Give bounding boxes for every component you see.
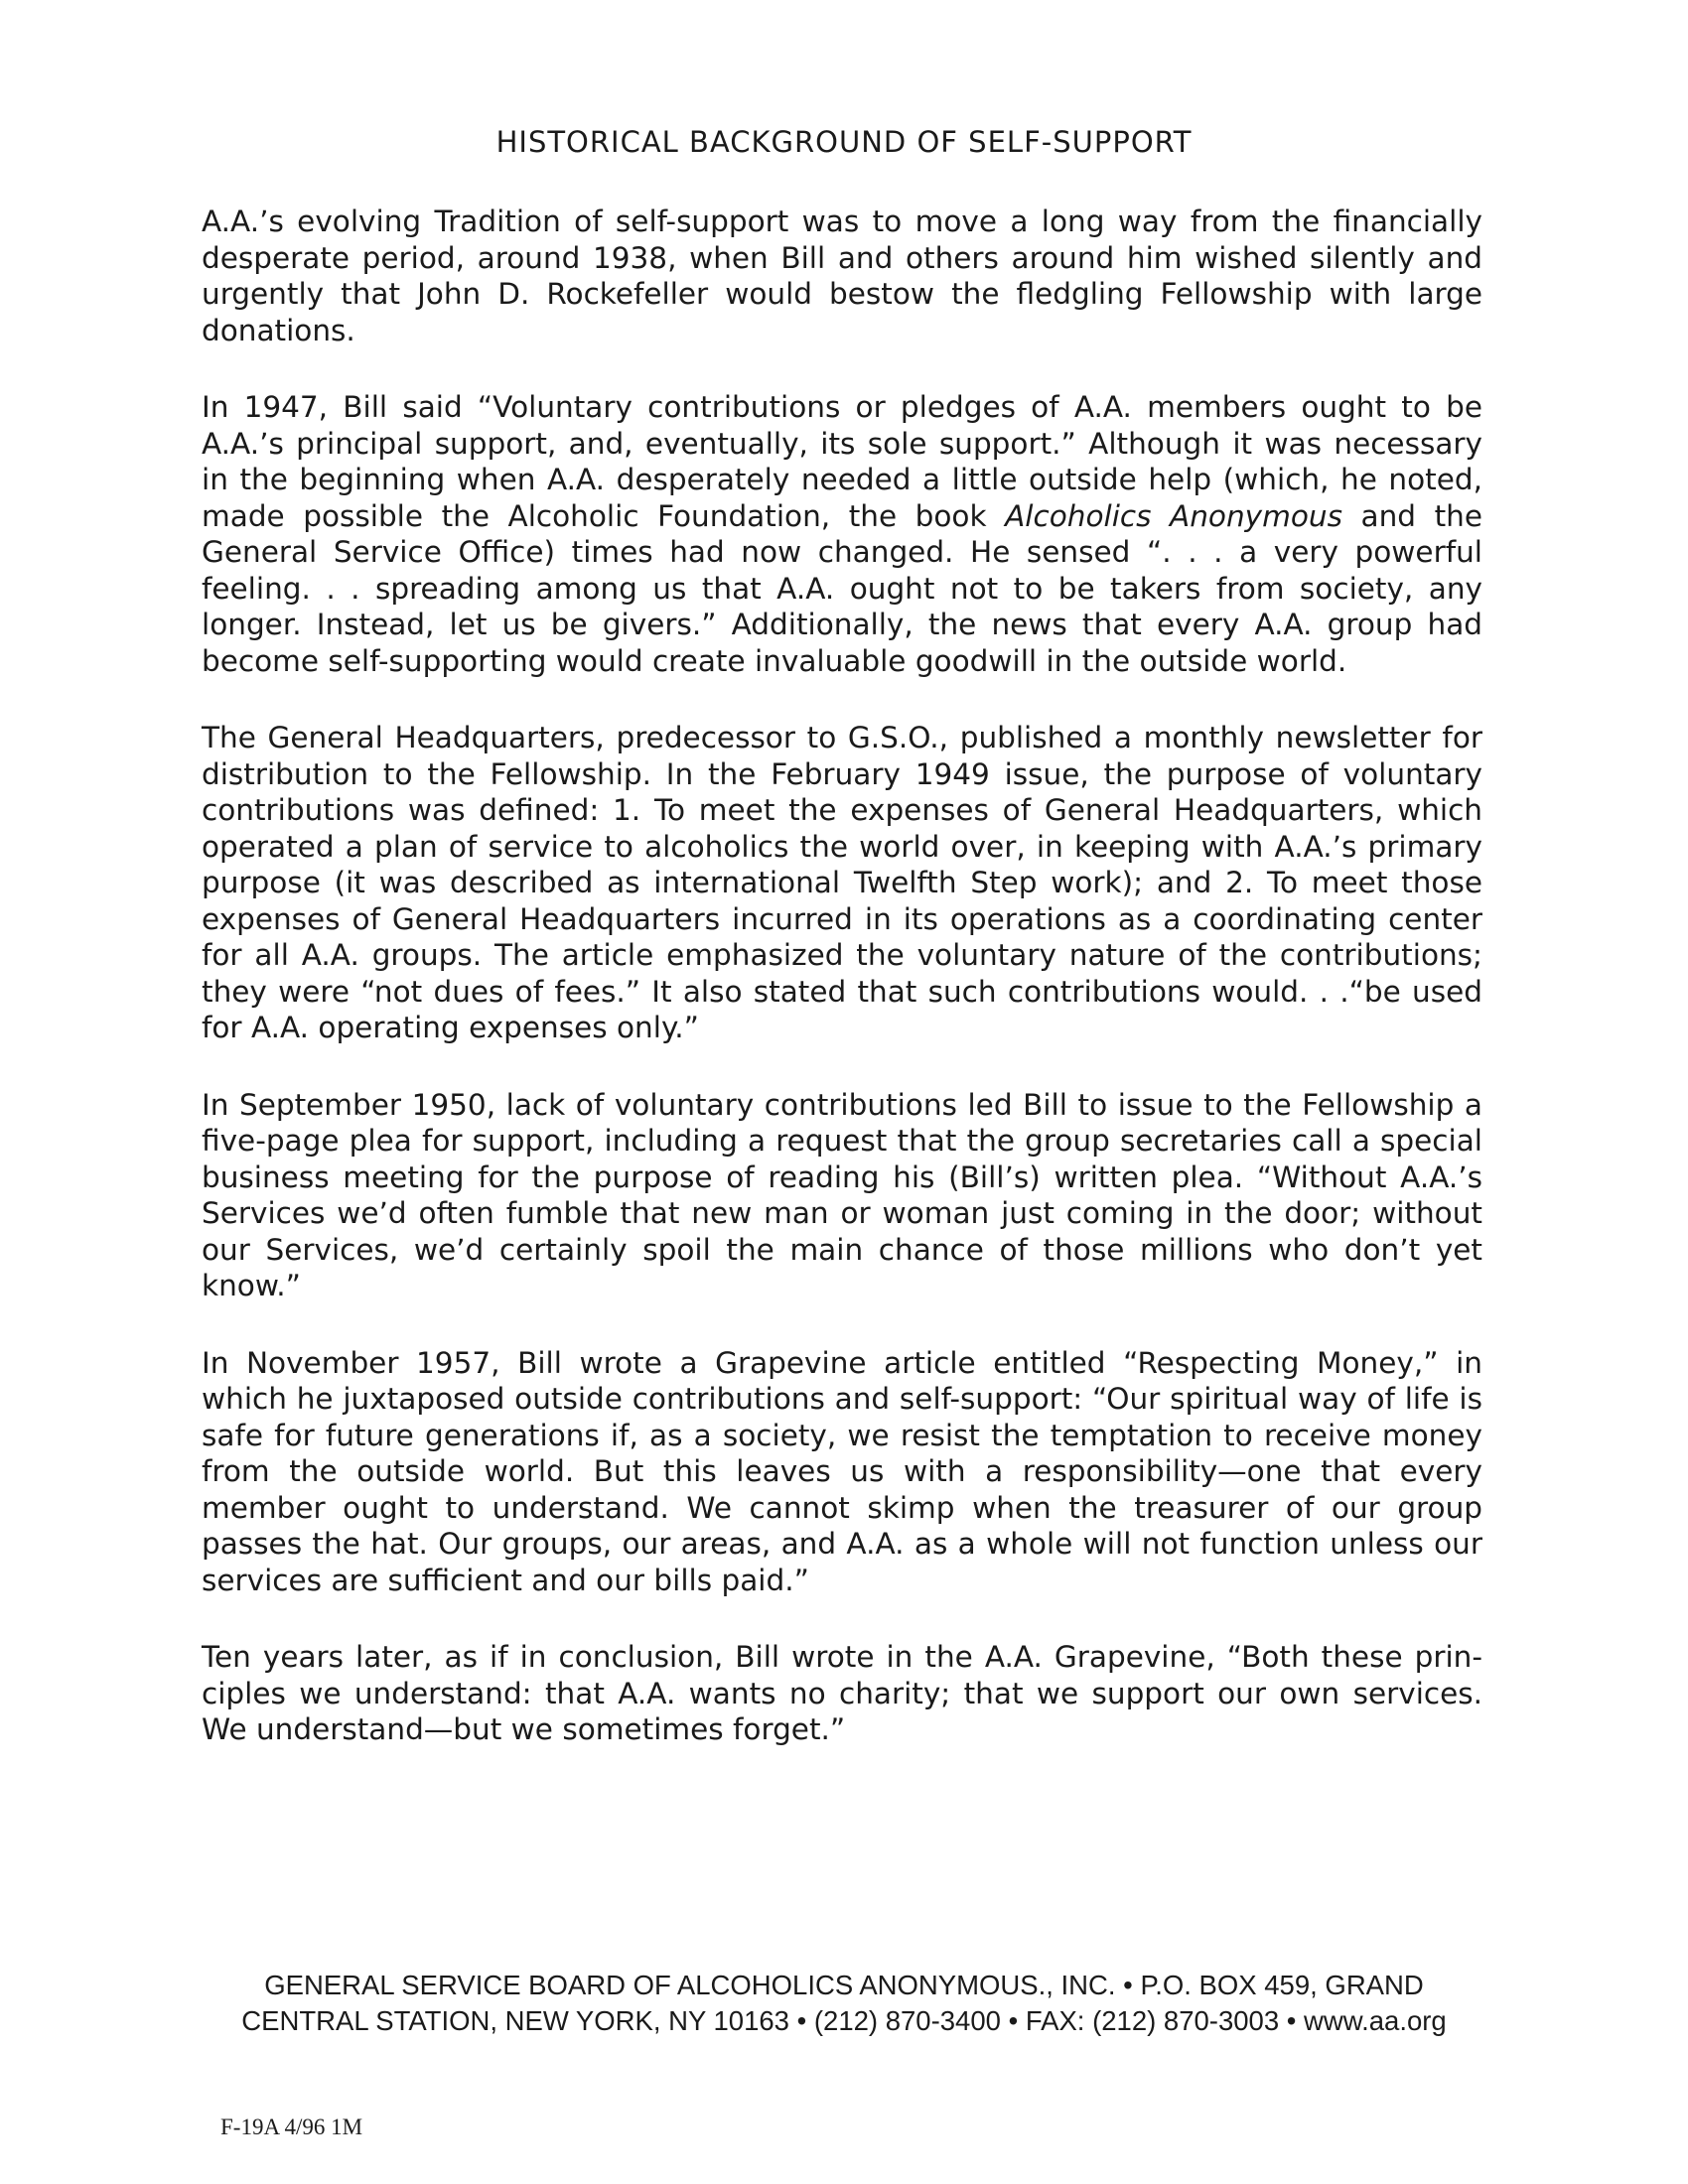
book-title: Alcoholics Anonymous	[1005, 498, 1342, 533]
paragraph-1-text: A.A.’s evolving Tradition of self-support was to move a long way from the financially desperate period, around 1938, when Bill and others around him wished silently and urgently that John D. Rockefeller would bestow the fledgling Fellowship with large donations.	[202, 205, 1482, 347]
paragraph-3	[202, 720, 1482, 1046]
paragraph-6	[202, 1639, 1482, 1748]
footer-line-2: CENTRAL STATION, NEW YORK, NY 10163 • (212) 870-3400 • FAX: (212) 870-3003 • www.aa.org	[241, 2005, 1447, 2036]
paragraph-6-text: Ten years later, as if in conclusion, Bill wrote in the A.A. Grapevine, “Both these prin-ciples we understand: that A.A. wants no charity; that we support our own services. We understand—but we sometimes forget.”	[202, 1640, 1482, 1746]
paragraph-1	[202, 204, 1482, 348]
document-body	[202, 204, 1482, 1789]
footer-address	[0, 1968, 1688, 2039]
paragraph-4	[202, 1087, 1482, 1304]
paragraph-4-text: In September 1950, lack of voluntary contributions led Bill to issue to the Fellowship a five-page plea for support, including a request that the group secretaries call a special business meeting for the purpose of reading his (Bill’s) written plea. “Without A.A.’s Services we’d often fumble that new man or woman just coming in the door; without our Services, we’d certainly spoil the main chance of those millions who don’t yet know.”	[202, 1087, 1482, 1302]
paragraph-5-text: In November 1957, Bill wrote a Grapevine article entitled “Respecting Money,” in which he juxtaposed outside contributions and self-support: “Our spiritual way of life is safe for future generations if, as a society, we resist the temptation to receive money from the outside world. But this leaves us with a responsibility—one that every member ought to understand. We cannot skimp when the treasurer of our group passes the hat. Our groups, our areas, and A.A. as a whole will not function unless our services are sufficient and our bills paid.”	[202, 1345, 1482, 1597]
paragraph-2-text-end: and the General Service Office) times had now changed. He sensed “. . . a very powerful feeling. . . spreading among us that A.A. ought not to be takers from society, any longer. Instead, let us be givers.” Additionally, the news that every A.A. group had become self-supporting would create invaluable goodwill in the outside world.	[202, 498, 1483, 678]
form-code: F-19A 4/96 1M	[220, 2115, 363, 2139]
paragraph-5	[202, 1345, 1482, 1599]
footer-line-1: GENERAL SERVICE BOARD OF ALCOHOLICS ANONYMOUS., INC. • P.O. BOX 459, GRAND	[264, 1970, 1424, 2000]
paragraph-2	[202, 389, 1482, 679]
paragraph-2-text-start: In 1947, Bill said “Voluntary contributions or pledges of A.A. members ought to be A.A.’s principal support, and, eventually, its sole support.” Although it was necessary in the beginning when A.A. desperately needed a little outside help (which, he noted, made possible the Alcoholic Foundation, the book	[202, 390, 1482, 533]
paragraph-3-text: The General Headquarters, predecessor to G.S.O., published a monthly newsletter for distribution to the Fellowship. In the February 1949 issue, the purpose of voluntary contributions was defined: 1. To meet the expenses of General Headquarters, which operated a plan of service to alcoholics the world over, in keeping with A.A.’s primary purpose (it was described as international Twelfth Step work); and 2. To meet those expenses of General Headquarters incurred in its operations as a coordinating center for all A.A. groups. The article emphasized the voluntary nature of the contributions; they were “not dues of fees.” It also stated that such contributions would. . .“be used for A.A. operating expenses only.”	[202, 721, 1482, 1044]
page-title: HISTORICAL BACKGROUND OF SELF-SUPPORT	[495, 125, 1193, 159]
